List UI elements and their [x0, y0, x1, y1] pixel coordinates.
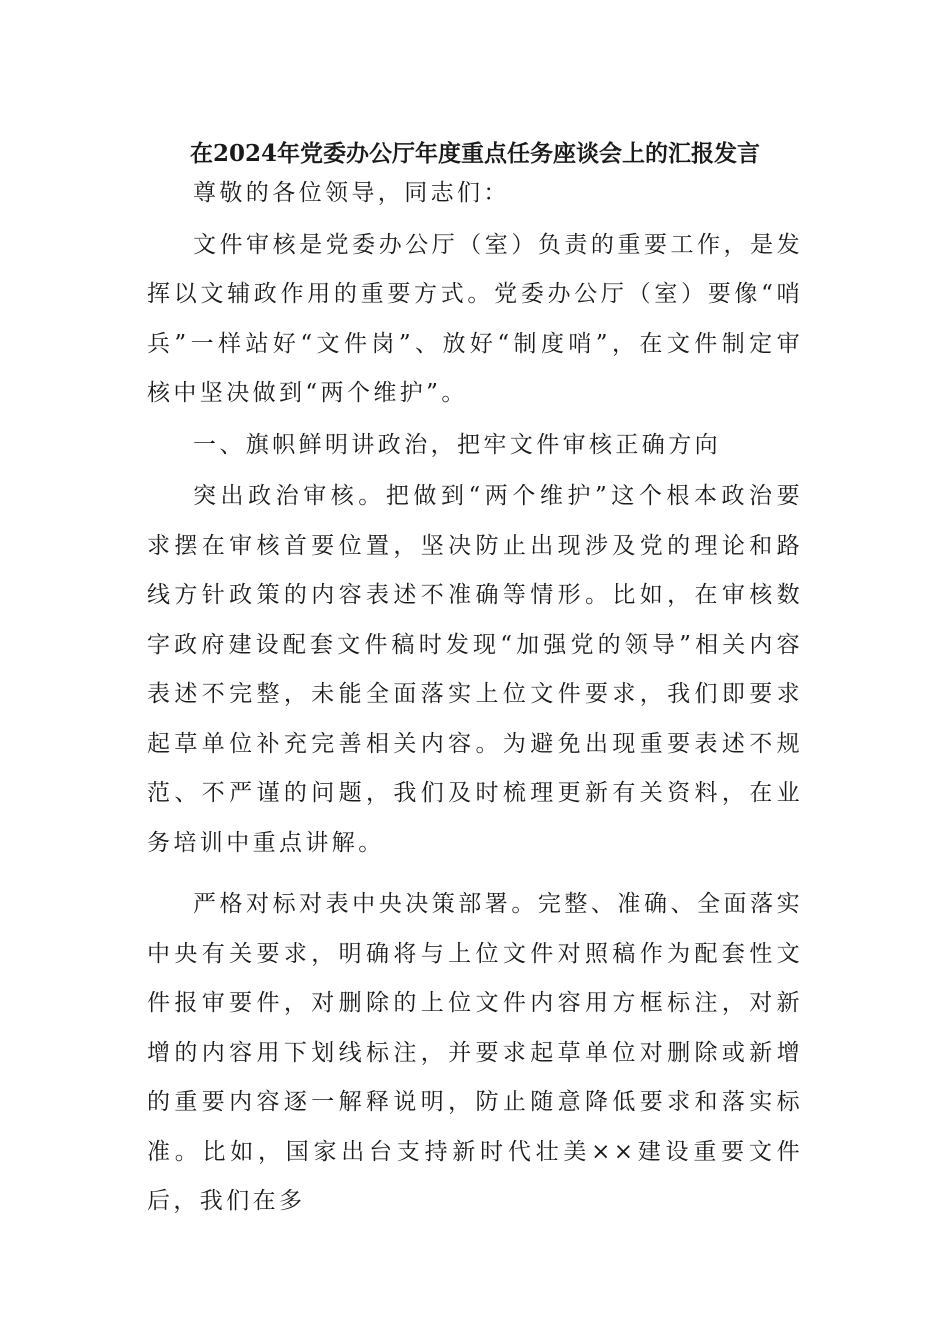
section-heading-1: 一、旗帜鲜明讲政治，把牢文件审核正确方向: [193, 431, 721, 458]
paragraph-political-review: 突出政治审核。把做到“两个维护”这个根本政治要求摆在审核首要位置，坚决防止出现涉及党的理论和路线方针政策的内容表述不准确等情形。比如，在审核数字政府建设配套文件稿时发现“加强党的领导”相关内容表述不完整，未能全面落实上位文件要求，我们即要求起草单位补充完善相关内容。为避免出现重要表述不规范、不严谨的问题，我们及时梳理更新有关资料，在业务培训中重点讲解。: [147, 483, 803, 856]
paragraph-intro: 文件审核是党委办公厅（室）负责的重要工作，是发挥以文辅政作用的重要方式。党委办公厅（室）要像“哨兵”一样站好“文件岗”、放好“制度哨”，在文件制定审核中坚决做到“两个维护”。: [147, 231, 803, 406]
document-body: [147, 153, 803, 1227]
paragraph-benchmarking: 严格对标对表中央决策部署。完整、准确、全面落实中央有关要求，明确将与上位文件对照稿作为配套性文件报审要件，对删除的上位文件内容用方框标注，对新增的内容用下划线标注，并要求起草单位对删除或新增的重要内容逐一解释说明，防止随意降低要求和落实标准。比如，国家出台支持新时代壮美××建设重要文件后，我们在多: [147, 891, 803, 1214]
document-title: 在2024年党委办公厅年度重点任务座谈会上的汇报发言: [189, 140, 760, 167]
salutation: 尊敬的各位领导，同志们：: [193, 180, 510, 206]
